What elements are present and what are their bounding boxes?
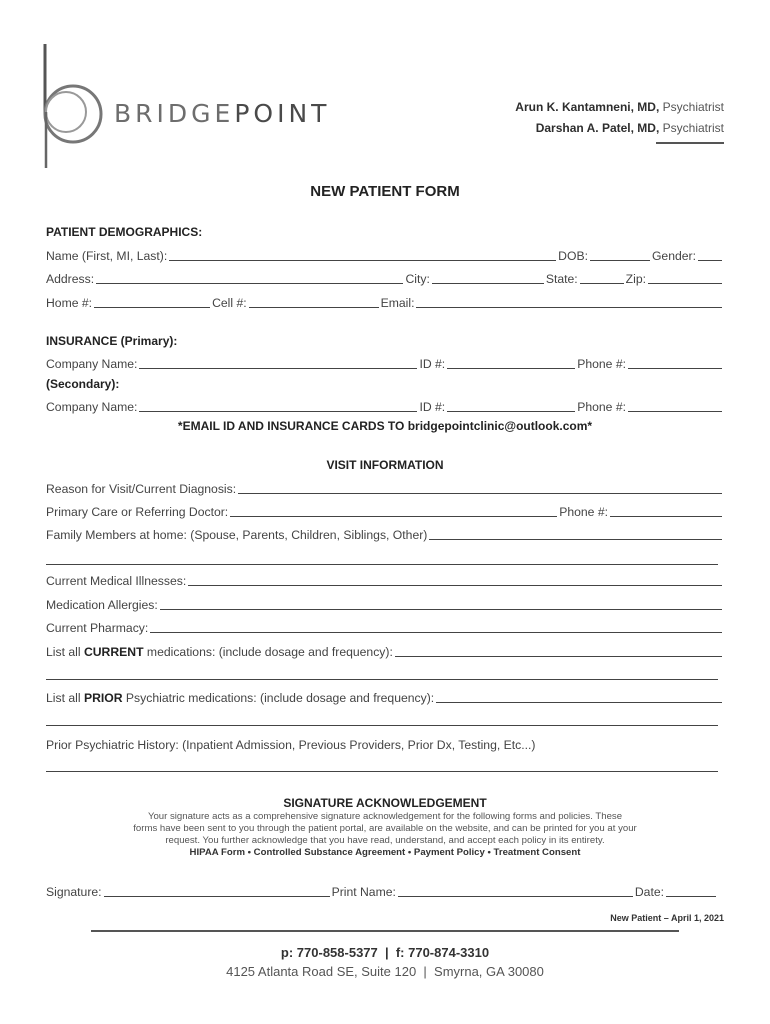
print-name-field[interactable] (398, 885, 633, 897)
phone-row (46, 294, 724, 310)
pcp-field[interactable] (230, 505, 557, 517)
email-field[interactable] (416, 296, 722, 308)
prior-meds-field[interactable] (436, 691, 722, 703)
city-field[interactable] (432, 272, 544, 284)
name-row (46, 247, 724, 263)
gender-label: Gender: (651, 249, 696, 263)
print-name-label: Print Name: (331, 885, 396, 899)
signature-row (46, 883, 718, 899)
name-label: Name (First, MI, Last): (46, 249, 168, 263)
doctor-name: Darshan A. Patel, MD, (535, 121, 660, 135)
doctor-line (515, 118, 724, 139)
reason-field[interactable] (238, 482, 722, 494)
doctor-role: Psychiatrist (659, 121, 724, 135)
family-field[interactable] (429, 528, 722, 540)
address-label: Address: (46, 272, 95, 286)
date-field[interactable] (666, 885, 716, 897)
family-extra-line[interactable] (46, 564, 718, 565)
pcp-label: Primary Care or Referring Doctor: (46, 505, 229, 519)
pharmacy-field[interactable] (150, 621, 722, 633)
history-row (46, 736, 724, 752)
address-row (46, 270, 724, 286)
pharmacy-row (46, 619, 724, 635)
date-label: Date: (634, 885, 664, 899)
prior-meds-label (46, 691, 434, 705)
policy-list: HIPAA Form • Controlled Substance Agreement • Payment Policy • Treatment Consent (189, 847, 581, 858)
header-rule (656, 142, 724, 144)
secondary-company-field[interactable] (139, 400, 417, 412)
primary-insurance-row (46, 355, 724, 371)
secondary-insurance-row (46, 398, 724, 414)
id-label: ID #: (419, 357, 446, 371)
address-field[interactable] (96, 272, 403, 284)
signature-acknowledgement-text (0, 811, 770, 859)
history-line[interactable] (46, 771, 718, 772)
primary-id-field[interactable] (447, 357, 575, 369)
acknowledgement-line: forms have been sent to you through the patient portal, are available on the website, and can be printed for you at your (133, 823, 637, 834)
pcp-phone-label: Phone #: (559, 505, 608, 519)
company-name-label: Company Name: (46, 357, 138, 371)
doctor-line (515, 97, 724, 118)
secondary-id-field[interactable] (447, 400, 575, 412)
id-label: ID #: (419, 400, 446, 414)
pharmacy-label: Current Pharmacy: (46, 621, 149, 635)
current-meds-pre: List all (46, 645, 84, 659)
doctor-list (515, 97, 724, 139)
name-field[interactable] (169, 249, 556, 261)
prior-meds-post: Psychiatric medications: (include dosage and frequency): (122, 691, 435, 705)
section-heading-visit: VISIT INFORMATION (326, 458, 444, 472)
pcp-phone-field[interactable] (610, 505, 722, 517)
bridgepoint-logo-text (114, 99, 330, 128)
signature-field[interactable] (104, 885, 330, 897)
allergies-field[interactable] (160, 598, 722, 610)
current-meds-post: medications: (include dosage and frequency): (143, 645, 393, 659)
allergies-row (46, 596, 724, 612)
current-meds-row (46, 643, 724, 659)
revision-note: New Patient – April 1, 2021 (610, 913, 724, 923)
cell-phone-label: Cell #: (212, 296, 247, 310)
reason-row (46, 480, 724, 496)
reason-label: Reason for Visit/Current Diagnosis: (46, 482, 237, 496)
form-title: NEW PATIENT FORM (310, 183, 460, 200)
gender-field[interactable] (698, 249, 722, 261)
bridgepoint-logo-mark (36, 40, 108, 172)
history-label: Prior Psychiatric History: (Inpatient Admission, Previous Providers, Prior Dx, Testing, Etc...) (46, 738, 536, 752)
phone-label: Phone #: (577, 357, 626, 371)
current-meds-extra-line[interactable] (46, 679, 718, 680)
logo-word-bold: POINT (234, 99, 331, 128)
current-meds-label (46, 645, 393, 659)
zip-field[interactable] (648, 272, 722, 284)
allergies-label: Medication Allergies: (46, 598, 158, 612)
footer-address: 4125 Atlanta Road SE, Suite 120 | Smyrna, GA 30080 (226, 964, 544, 979)
company-name-label: Company Name: (46, 400, 138, 414)
doctor-name: Arun K. Kantamneni, MD, (515, 100, 660, 114)
primary-phone-field[interactable] (628, 357, 722, 369)
dob-label: DOB: (558, 249, 588, 263)
dob-field[interactable] (590, 249, 650, 261)
zip-label: Zip: (625, 272, 646, 286)
logo-word-light: BRIDGE (114, 99, 235, 128)
cell-phone-field[interactable] (249, 296, 379, 308)
signature-label: Signature: (46, 885, 102, 899)
state-label: State: (545, 272, 578, 286)
section-heading-signature: SIGNATURE ACKNOWLEDGEMENT (283, 796, 487, 810)
home-phone-field[interactable] (94, 296, 210, 308)
illnesses-field[interactable] (188, 574, 722, 586)
state-field[interactable] (580, 272, 624, 284)
email-label: Email: (380, 296, 415, 310)
primary-company-field[interactable] (139, 357, 417, 369)
prior-meds-row (46, 689, 724, 705)
prior-meds-pre: List all (46, 691, 84, 705)
section-heading-insurance-secondary: (Secondary): (46, 377, 120, 391)
phone-label: Phone #: (577, 400, 626, 414)
doctor-role: Psychiatrist (659, 100, 724, 114)
acknowledgement-line: request. You further acknowledge that you have read, understand, and accept each policy in its entirety. (165, 835, 605, 846)
section-heading-demographics: PATIENT DEMOGRAPHICS: (46, 225, 203, 239)
prior-meds-extra-line[interactable] (46, 725, 718, 726)
pcp-row (46, 503, 724, 519)
insurance-email-note: *EMAIL ID AND INSURANCE CARDS TO bridgepointclinic@outlook.com* (177, 419, 593, 433)
illnesses-row (46, 572, 724, 588)
footer-rule (91, 930, 679, 932)
prior-meds-emphasis: PRIOR (83, 691, 123, 705)
footer-phones: p: 770-858-5377 | f: 770-874-3310 (280, 945, 490, 960)
home-phone-label: Home #: (46, 296, 93, 310)
family-row (46, 526, 724, 542)
acknowledgement-line: Your signature acts as a comprehensive signature acknowledgement for the following forms and policies. These (147, 811, 623, 822)
secondary-phone-field[interactable] (628, 400, 722, 412)
city-label: City: (405, 272, 430, 286)
illnesses-label: Current Medical Illnesses: (46, 574, 187, 588)
current-meds-field[interactable] (395, 645, 722, 657)
section-heading-insurance-primary: INSURANCE (Primary): (46, 334, 178, 348)
current-meds-emphasis: CURRENT (83, 645, 144, 659)
family-label: Family Members at home: (Spouse, Parents, Children, Siblings, Other) (46, 528, 428, 542)
